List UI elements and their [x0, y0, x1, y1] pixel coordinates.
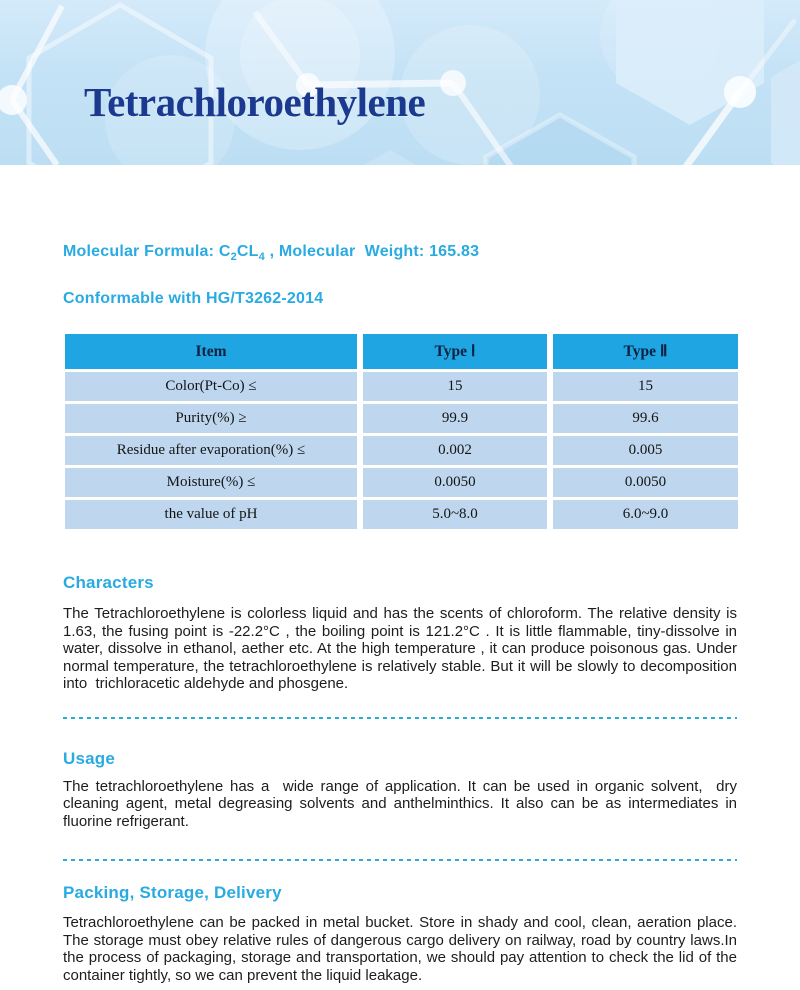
section-packing-storage-delivery: [63, 883, 742, 984]
spec-type2-cell: 0.005: [553, 436, 738, 465]
section-heading-usage: Usage: [63, 748, 116, 768]
spec-type1-cell: 5.0~8.0: [363, 500, 547, 529]
spec-type1-cell: 0.002: [363, 436, 547, 465]
spec-col-header-type2: Type Ⅱ: [553, 334, 738, 369]
formula-text-part: Molecular Formula: C: [63, 243, 231, 260]
spec-type2-cell: 6.0~9.0: [553, 500, 738, 529]
page-banner: [0, 0, 800, 165]
formula-text-part: CL: [236, 243, 259, 260]
spec-item-cell: Moisture(%) ≤: [65, 468, 357, 497]
spec-col-header-type1: Type Ⅰ: [363, 334, 547, 369]
conformance-line: Conformable with HG/T3262-2014: [63, 290, 324, 307]
section-body-usage: The tetrachloroethylene has a wide range of application. It can be used in organic solvent, dry cleaning agent, metal degreasing solvents and anthelminthics. It also can be as intermediates in fluorine refrigerant.: [63, 777, 742, 830]
spec-item-cell: Color(Pt-Co) ≤: [65, 372, 357, 401]
spec-item-cell: the value of pH: [65, 500, 357, 529]
spec-type2-cell: 99.6: [553, 404, 738, 433]
formula-subscript: 2: [230, 251, 237, 264]
section-heading-packing: Packing, Storage, Delivery: [63, 883, 282, 902]
section-body-characters: The Tetrachloroethylene is colorless liquid and has the scents of chloroform. The relative density is 1.63, the fusing point is -22.2°C , the boiling point is 121.2°C . It is little flammable, tiny-dissolve in water, dissolve in ethanol, aether etc. At the high temperature , it can produce poisonous gas. Under normal temperature, the tetrachloroethylene is relatively stable. But it will be slowly to decomposition into trichloracetic aldehyde and phosgene.: [63, 605, 742, 692]
spec-col-header-item: Item: [65, 334, 357, 369]
section-divider: [63, 717, 737, 719]
formula-subscript: 4: [258, 251, 265, 264]
formula-text-part: , Molecular Weight: 165.83: [264, 243, 480, 260]
section-body-packing: Tetrachloroethylene can be packed in metal bucket. Store in shady and cool, clean, aeration place. The storage must obey relative rules of dangerous cargo delivery on railway, road by country laws.In the process of packaging, storage and transportation, we should pay attention to check the lid of the container tightly, so we can prevent the liquid leakage.: [63, 914, 742, 984]
section-heading-characters: Characters: [63, 573, 154, 592]
spec-item-cell: Purity(%) ≥: [65, 404, 357, 433]
section-usage: [63, 748, 742, 831]
section-characters: [63, 573, 742, 693]
spec-type2-cell: 0.0050: [553, 468, 738, 497]
spec-type1-cell: 99.9: [363, 404, 547, 433]
spec-type1-cell: 0.0050: [363, 468, 547, 497]
spec-type1-cell: 15: [363, 372, 547, 401]
page-title: Tetrachloroethylene: [84, 79, 426, 125]
content-area: [0, 243, 800, 990]
section-divider: [63, 859, 737, 861]
spec-item-cell: Residue after evaporation(%) ≤: [65, 436, 357, 465]
spec-table: [65, 334, 738, 529]
spec-type2-cell: 15: [553, 372, 738, 401]
molecular-formula-line: [63, 243, 737, 264]
